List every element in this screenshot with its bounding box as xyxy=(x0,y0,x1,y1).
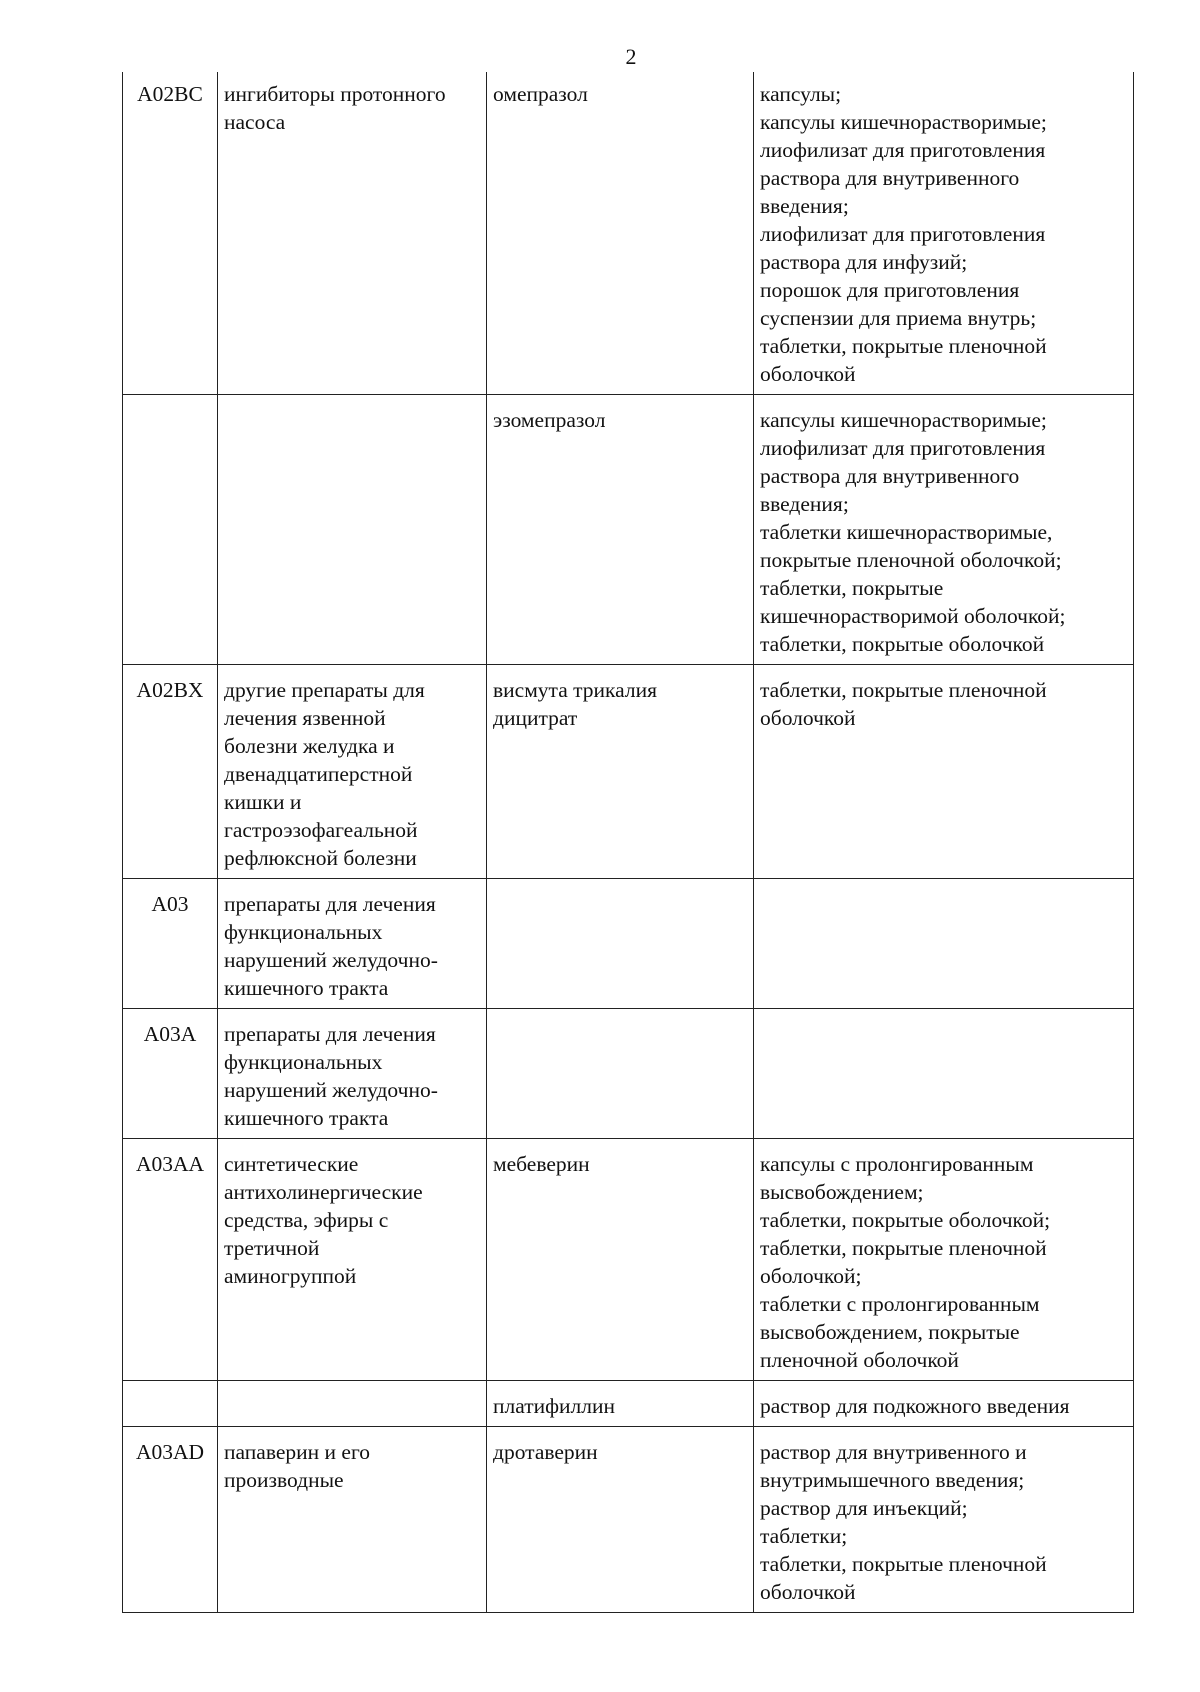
forms-line: введения; xyxy=(760,194,849,218)
drug-name-cell xyxy=(487,1381,754,1427)
forms-line: таблетки кишечнорастворимые, xyxy=(760,520,1053,544)
forms-line: оболочкой; xyxy=(760,1264,862,1288)
group-line: синтетические xyxy=(224,1152,359,1176)
group-line: болезни желудка и xyxy=(224,734,395,758)
atc-code-cell xyxy=(123,1427,218,1613)
dosage-forms-cell xyxy=(754,1139,1134,1381)
forms-line: лиофилизат для приготовления xyxy=(760,222,1046,246)
dosage-forms-cell xyxy=(754,72,1134,395)
pharmacological-group-cell xyxy=(218,879,487,1009)
forms-lines xyxy=(760,1150,1127,1374)
forms-line: раствор для инъекций; xyxy=(760,1496,968,1520)
forms-line: капсулы с пролонгированным xyxy=(760,1152,1034,1176)
atc-code-cell xyxy=(123,879,218,1009)
pharmacological-group-cell xyxy=(218,1381,487,1427)
forms-line: оболочкой xyxy=(760,362,856,386)
dosage-forms-cell xyxy=(754,1381,1134,1427)
atc-code-cell xyxy=(123,1381,218,1427)
dosage-forms-cell xyxy=(754,665,1134,879)
forms-line: внутримышечного введения; xyxy=(760,1468,1025,1492)
forms-lines xyxy=(760,80,1127,388)
atc-code-cell xyxy=(123,665,218,879)
pharmacological-group-cell xyxy=(218,1009,487,1139)
drug-line: омепразол xyxy=(493,82,588,106)
drug-lines xyxy=(493,1438,747,1466)
forms-line: пленочной оболочкой xyxy=(760,1348,959,1372)
forms-line: порошок для приготовления xyxy=(760,278,1020,302)
forms-line: капсулы кишечнорастворимые; xyxy=(760,408,1047,432)
forms-line: высвобождением; xyxy=(760,1180,924,1204)
forms-line: раствор для внутривенного и xyxy=(760,1440,1027,1464)
dosage-forms-cell xyxy=(754,1009,1134,1139)
forms-line: оболочкой xyxy=(760,706,856,730)
page-number: 2 xyxy=(625,44,637,69)
dosage-forms-cell xyxy=(754,1427,1134,1613)
atc-code-cell xyxy=(123,1009,218,1139)
drug-name-cell xyxy=(487,395,754,665)
atc-code-cell xyxy=(123,1139,218,1381)
forms-line: введения; xyxy=(760,492,849,516)
table-row xyxy=(123,665,1134,879)
group-line: рефлюксной болезни xyxy=(224,846,417,870)
forms-lines xyxy=(760,406,1127,658)
table-row xyxy=(123,1009,1134,1139)
forms-line: раствора для внутривенного xyxy=(760,166,1020,190)
group-line: двенадцатиперстной xyxy=(224,762,413,786)
drug-name-cell xyxy=(487,879,754,1009)
forms-line: раствора для внутривенного xyxy=(760,464,1020,488)
table-row xyxy=(123,1139,1134,1381)
forms-line: таблетки, покрытые оболочкой; xyxy=(760,1208,1051,1232)
forms-lines xyxy=(760,1438,1127,1606)
group-line: функциональных xyxy=(224,1050,383,1074)
table-row xyxy=(123,1381,1134,1427)
group-line: средства, эфиры с xyxy=(224,1208,389,1232)
forms-line: капсулы кишечнорастворимые; xyxy=(760,110,1047,134)
code-text: A02BC xyxy=(137,82,203,106)
forms-line: лиофилизат для приготовления xyxy=(760,138,1046,162)
forms-lines xyxy=(760,1392,1127,1420)
table-row xyxy=(123,879,1134,1009)
drug-line: дицитрат xyxy=(493,706,578,730)
forms-line: таблетки, покрытые пленочной xyxy=(760,1236,1047,1260)
dosage-forms-cell xyxy=(754,395,1134,665)
group-lines xyxy=(224,890,480,1002)
drug-line: платифиллин xyxy=(493,1394,616,1418)
forms-line: таблетки, покрытые пленочной xyxy=(760,678,1047,702)
forms-line: таблетки, покрытые оболочкой xyxy=(760,632,1045,656)
forms-line: капсулы; xyxy=(760,82,842,106)
forms-line: кишечнорастворимой оболочкой; xyxy=(760,604,1066,628)
forms-line: суспензии для приема внутрь; xyxy=(760,306,1037,330)
group-line: другие препараты для xyxy=(224,678,425,702)
forms-line: таблетки, покрытые xyxy=(760,576,944,600)
atc-code-cell xyxy=(123,395,218,665)
code-text: A03AA xyxy=(135,1152,205,1176)
forms-line: таблетки, покрытые пленочной xyxy=(760,334,1047,358)
group-line: антихолинергические xyxy=(224,1180,423,1204)
forms-line: оболочкой xyxy=(760,1580,856,1604)
table-body xyxy=(123,72,1134,1613)
table-row xyxy=(123,1427,1134,1613)
atc-code-cell xyxy=(123,72,218,395)
code-text: A02BX xyxy=(136,678,204,702)
drug-lines xyxy=(493,1150,747,1178)
pharmacological-group-cell xyxy=(218,72,487,395)
pharmacological-group-cell xyxy=(218,1427,487,1613)
drug-name-cell xyxy=(487,1139,754,1381)
group-line: кишечного тракта xyxy=(224,1106,389,1130)
pharmacological-group-cell xyxy=(218,665,487,879)
drug-lines xyxy=(493,676,747,732)
drug-table xyxy=(122,72,1134,1613)
drug-name-cell xyxy=(487,1427,754,1613)
code-text: A03AD xyxy=(135,1440,205,1464)
group-line: аминогруппой xyxy=(224,1264,357,1288)
drug-lines xyxy=(493,406,747,434)
group-line: папаверин и его xyxy=(224,1440,370,1464)
pharmacological-group-cell xyxy=(218,1139,487,1381)
group-line: нарушений желудочно- xyxy=(224,948,438,972)
pharmacological-group-cell xyxy=(218,395,487,665)
drug-line: мебеверин xyxy=(493,1152,590,1176)
forms-line: высвобождением, покрытые xyxy=(760,1320,1020,1344)
drug-name-cell xyxy=(487,1009,754,1139)
group-line: производные xyxy=(224,1468,344,1492)
group-line: гастроэзофагеальной xyxy=(224,818,418,842)
forms-line: покрытые пленочной оболочкой; xyxy=(760,548,1062,572)
group-line: третичной xyxy=(224,1236,320,1260)
group-line: функциональных xyxy=(224,920,383,944)
group-lines xyxy=(224,1438,480,1494)
forms-line: раствора для инфузий; xyxy=(760,250,968,274)
code-text: A03 xyxy=(151,892,189,916)
drug-name-cell xyxy=(487,665,754,879)
group-line: лечения язвенной xyxy=(224,706,386,730)
group-lines xyxy=(224,1150,480,1290)
forms-line: таблетки с пролонгированным xyxy=(760,1292,1040,1316)
group-line: кишечного тракта xyxy=(224,976,389,1000)
group-line: нарушений желудочно- xyxy=(224,1078,438,1102)
forms-line: лиофилизат для приготовления xyxy=(760,436,1046,460)
table-row xyxy=(123,395,1134,665)
drug-lines xyxy=(493,1392,747,1420)
group-lines xyxy=(224,676,480,872)
forms-line: таблетки; xyxy=(760,1524,848,1548)
group-line: ингибиторы протонного xyxy=(224,82,446,106)
group-lines xyxy=(224,80,480,136)
drug-name-cell xyxy=(487,72,754,395)
drug-line: висмута трикалия xyxy=(493,678,658,702)
group-line: препараты для лечения xyxy=(224,892,436,916)
group-line: насоса xyxy=(224,110,286,134)
drug-line: дротаверин xyxy=(493,1440,598,1464)
forms-line: раствор для подкожного введения xyxy=(760,1394,1070,1418)
dosage-forms-cell xyxy=(754,879,1134,1009)
code-text: A03A xyxy=(143,1022,197,1046)
forms-lines xyxy=(760,676,1127,732)
drug-line: эзомепразол xyxy=(493,408,606,432)
table-row xyxy=(123,72,1134,395)
forms-line: таблетки, покрытые пленочной xyxy=(760,1552,1047,1576)
drug-lines xyxy=(493,80,747,108)
group-line: кишки и xyxy=(224,790,302,814)
group-line: препараты для лечения xyxy=(224,1022,436,1046)
group-lines xyxy=(224,1020,480,1132)
